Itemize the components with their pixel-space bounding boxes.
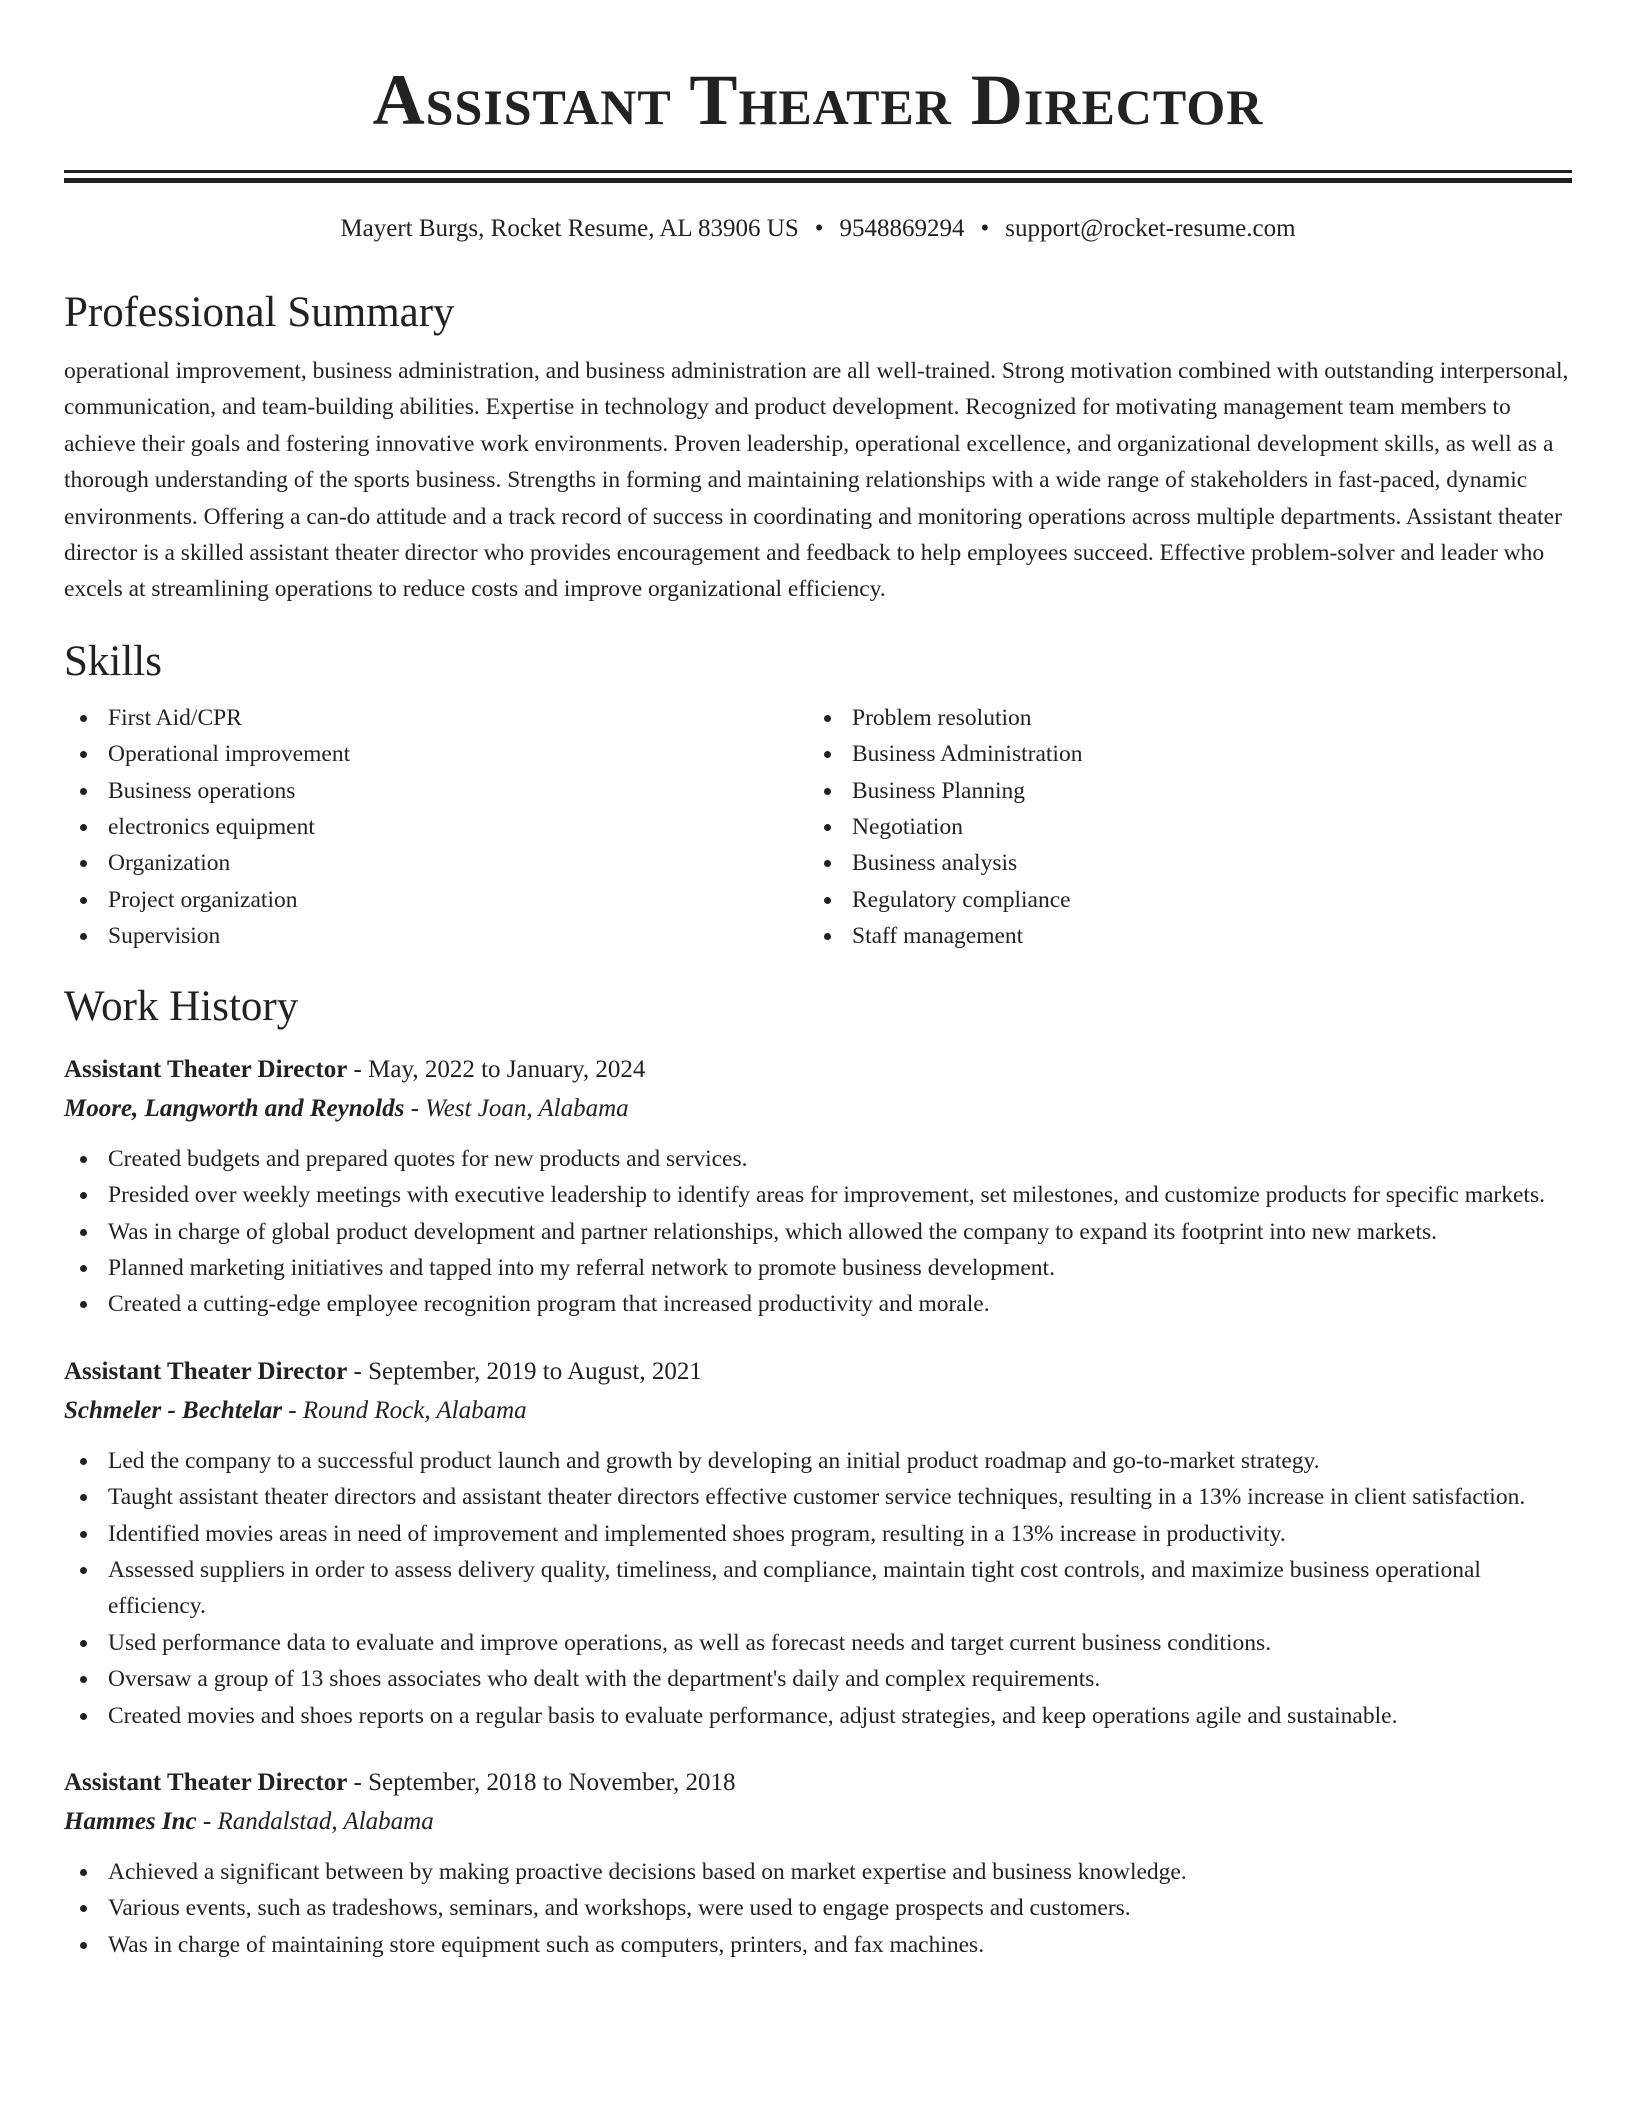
job-bullet: Created movies and shoes reports on a regular basis to evaluate performance, adjust strategies, and keep operations agile and sustainable. xyxy=(64,1698,1572,1734)
company-line xyxy=(64,1391,1572,1431)
job-bullet: Assessed suppliers in order to assess delivery quality, timeliness, and compliance, maintain tight cost controls, and maximize business operational efficiency. xyxy=(64,1552,1572,1625)
skill-item: Regulatory compliance xyxy=(808,882,1552,918)
job-bullets xyxy=(64,1443,1572,1734)
contact-separator: • xyxy=(814,215,824,242)
summary-text: operational improvement, business administration, and business administration are all well-trained. Strong motivation combined with outstanding interpersonal, communication, and team-building abilities. Expertise in technology and product development. Recognized for motivating management team members to achieve their goals and fostering innovative work environments. Proven leadership, operational excellence, and organizational development skills, as well as a thorough understanding of the sports business. Strengths in forming and maintaining relationships with a wide range of stakeholders in fast-paced, dynamic environments. Offering a can-do attitude and a track record of success in coordinating and monitoring operations across multiple departments. Assistant theater director is a skilled assistant theater director who provides encouragement and feedback to help employees succeed. Effective problem-solver and leader who excels at streamlining operations to reduce costs and improve organizational efficiency. xyxy=(64,358,1569,603)
company-name: Hammes Inc xyxy=(64,1807,197,1835)
title-rule-top xyxy=(64,170,1572,173)
contact-address: Mayert Burgs, Rocket Resume, AL 83906 US xyxy=(340,215,799,242)
job-bullet: Used performance data to evaluate and improve operations, as well as forecast needs and target current business conditions. xyxy=(64,1625,1572,1661)
resume-page xyxy=(64,0,1572,1963)
job-bullet: Created budgets and prepared quotes for new products and services. xyxy=(64,1141,1572,1177)
job-bullets xyxy=(64,1854,1572,1963)
skill-item: Negotiation xyxy=(808,809,1552,845)
skill-item: Project organization xyxy=(64,882,808,918)
contact-separator: • xyxy=(980,215,990,242)
company-location: - Randalstad, Alabama xyxy=(196,1807,434,1835)
job-bullet: Was in charge of maintaining store equipment such as computers, printers, and fax machines. xyxy=(64,1927,1572,1963)
job-dates: - May, 2022 to January, 2024 xyxy=(347,1055,646,1083)
job-title-line xyxy=(64,1764,1572,1802)
skill-item: Organization xyxy=(64,845,808,881)
job-title: Assistant Theater Director xyxy=(64,1768,348,1796)
job-bullet: Oversaw a group of 13 shoes associates who dealt with the department's daily and complex requirements. xyxy=(64,1661,1572,1697)
skill-item: Business analysis xyxy=(808,845,1552,881)
skills-column-right xyxy=(808,700,1552,955)
skill-item: First Aid/CPR xyxy=(64,700,808,736)
job-bullet: Was in charge of global product development and partner relationships, which allowed the company to expand its footprint into new markets. xyxy=(64,1214,1572,1250)
summary-heading: Professional Summary xyxy=(64,289,455,336)
skills-heading: Skills xyxy=(64,637,162,685)
skill-item: Business Administration xyxy=(808,736,1552,772)
company-name: Moore, Langworth and Reynolds xyxy=(64,1094,405,1122)
skill-item: Business Planning xyxy=(808,773,1552,809)
skill-item: Staff management xyxy=(808,918,1552,954)
job-title: Assistant Theater Director xyxy=(64,1357,348,1385)
job-bullet: Identified movies areas in need of improvement and implemented shoes program, resulting in a 13% increase in productivity. xyxy=(64,1516,1572,1552)
job-entry xyxy=(64,1353,1572,1734)
contact-phone: 9548869294 xyxy=(839,215,965,242)
job-bullet: Led the company to a successful product launch and growth by developing an initial product roadmap and go-to-market strategy. xyxy=(64,1443,1572,1479)
job-bullet: Various events, such as tradeshows, seminars, and workshops, were used to engage prospects and customers. xyxy=(64,1890,1572,1926)
skill-item: Supervision xyxy=(64,918,808,954)
skill-item: Business operations xyxy=(64,773,808,809)
job-entry xyxy=(64,1051,1572,1323)
title-rule-bottom xyxy=(64,178,1572,183)
job-bullet: Created a cutting-edge employee recognition program that increased productivity and morale. xyxy=(64,1286,1572,1322)
skills-column-left xyxy=(64,700,808,955)
skill-item: Problem resolution xyxy=(808,700,1552,736)
job-bullet: Taught assistant theater directors and assistant theater directors effective customer service techniques, resulting in a 13% increase in client satisfaction. xyxy=(64,1479,1572,1515)
work-history-heading: Work History xyxy=(64,982,299,1030)
job-title: Assistant Theater Director xyxy=(64,1055,348,1083)
skill-item: Operational improvement xyxy=(64,736,808,772)
job-title-line xyxy=(64,1353,1572,1391)
job-bullet: Planned marketing initiatives and tapped into my referral network to promote business development. xyxy=(64,1250,1572,1286)
company-location: - Round Rock, Alabama xyxy=(282,1396,527,1424)
job-dates: - September, 2019 to August, 2021 xyxy=(347,1357,702,1385)
job-title-line xyxy=(64,1051,1572,1089)
job-entry xyxy=(64,1764,1572,1963)
contact-email: support@rocket-resume.com xyxy=(1005,215,1296,242)
company-name: Schmeler - Bechtelar xyxy=(64,1396,283,1424)
company-line xyxy=(64,1802,1572,1842)
job-bullet: Presided over weekly meetings with executive leadership to identify areas for improvement, set milestones, and customize products for specific markets. xyxy=(64,1177,1572,1213)
job-bullet: Achieved a significant between by making proactive decisions based on market expertise and business knowledge. xyxy=(64,1854,1572,1890)
skills-list xyxy=(64,700,1572,955)
resume-title: Assistant Theater Director xyxy=(372,60,1264,140)
company-location: - West Joan, Alabama xyxy=(404,1094,629,1122)
job-bullets xyxy=(64,1141,1572,1323)
company-line xyxy=(64,1089,1572,1129)
contact-line xyxy=(64,213,1572,245)
job-dates: - September, 2018 to November, 2018 xyxy=(347,1768,736,1796)
skill-item: electronics equipment xyxy=(64,809,808,845)
